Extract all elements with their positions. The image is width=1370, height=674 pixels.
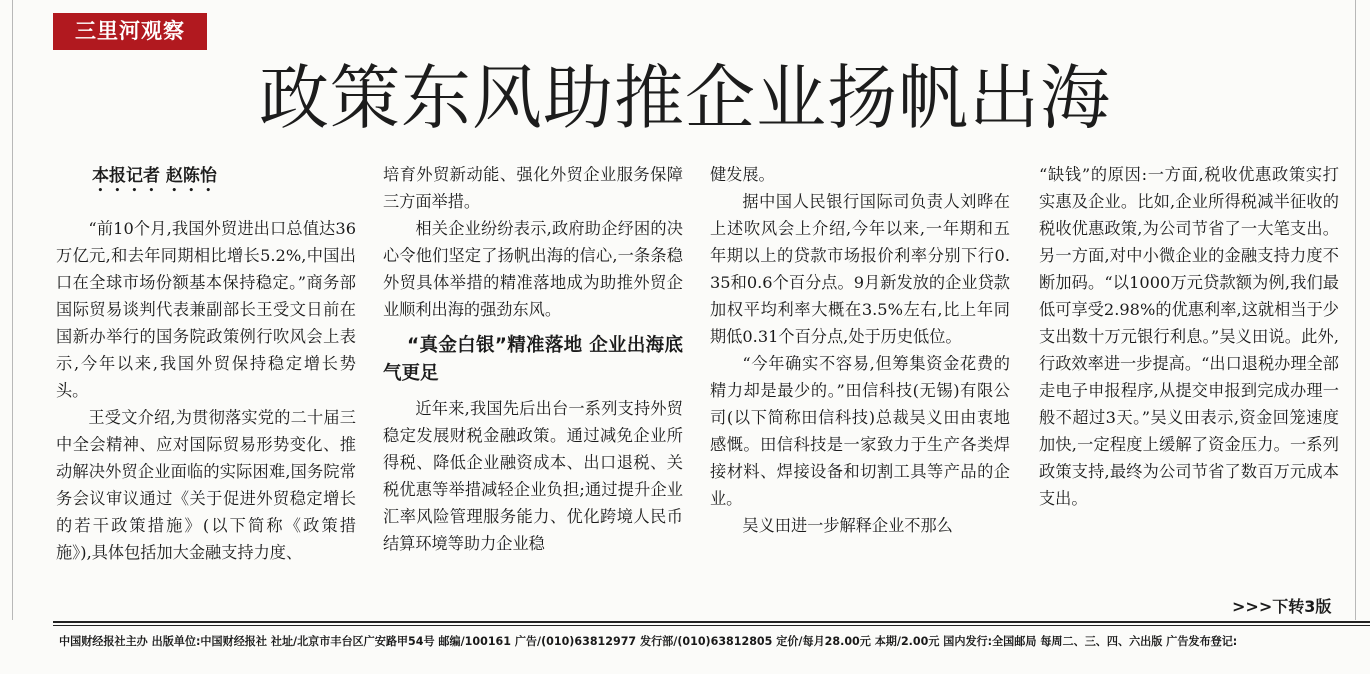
paragraph-continuation: 健发展。 xyxy=(710,165,775,184)
paragraph: 据中国人民银行国际司负责人刘晔在上述吹风会上介绍,今年以来,一年期和五年期以上的贷款市场报价利率分别下行0.35和0.6个百分点。9月新发放的企业贷款加权平均利率大概在3.5%左右,比上年同期低0.31个百分点,处于历史低位。 xyxy=(710,192,1010,346)
footer-rule-thin xyxy=(53,625,1370,626)
subheading: “真金白银”精准落地 企业出海底气更足 xyxy=(383,335,683,384)
paragraph: “前10个月,我国外贸进出口总值达36万亿元,和去年同期相比增长5.2%,中国出口在全球市场份额基本保持稳定。”商务部国际贸易谈判代表兼副部长王受文日前在国新办举行的国务院政策例行吹风会上表示,今年以来,我国外贸保持稳定增长势头。 xyxy=(56,219,356,400)
paragraph: 近年来,我国先后出台一系列支持外贸稳定发展财税金融政策。通过减免企业所得税、降低企业融资成本、出口退税、关税优惠等举措减轻企业负担;通过提升企业汇率风险管理服务能力、优化跨境人民币结算环境等助力企业稳 xyxy=(383,399,683,553)
paragraph: “今年确实不容易,但筹集资金花费的精力却是最少的。”田信科技(无锡)有限公司(以下简称田信科技)总裁吴义田由衷地感慨。田信科技是一家致力于生产各类焊接材料、焊接设备和切割工具等产品的企业。 xyxy=(710,354,1010,508)
footer-rule-thick xyxy=(53,621,1370,623)
paragraph-continuation: 培育外贸新动能、强化外贸企业服务保障三方面举措。 xyxy=(383,165,683,211)
headline: 政策东风助推企业扬帆出海 xyxy=(259,57,1111,139)
publication-info-footer: 中国财经报社主办 出版单位:中国财经报社 社址/北京市丰台区广安路甲54号 邮编/100161 广告/(010)63812977 发行部/(010)63812805 定价/每月28.00元 本期/2.00元 国内发行:全国邮局 每周二、三、四、六出版 广告发布登记: xyxy=(59,635,1238,648)
paragraph: 王受文介绍,为贯彻落实党的二十届三中全会精神、应对国际贸易形势变化、推动解决外贸企业面临的实际困难,国务院常务会议审议通过《关于促进外贸稳定增长的若干政策措施》(以下简称《政策措施》),具体包括加大金融支持力度、 xyxy=(56,408,356,562)
section-tag: 三里河观察 xyxy=(53,13,207,50)
article-column-2 xyxy=(383,161,683,621)
article-column-1 xyxy=(56,215,356,620)
continued-on-page-note: >>>下转3版 xyxy=(1232,597,1332,616)
paragraph-continuation: “缺钱”的原因:一方面,税收优惠政策实打实惠及企业。比如,企业所得税减半征收的税收优惠政策,为公司节省了一大笔支出。另一方面,对中小微企业的金融支持力度不断加码。“以1000万元贷款额为例,我们最低可享受2.98%的优惠利率,这就相当于少支出数十万元银行利息。”吴义田说。此外,行政效率进一步提高。“出口退税办理全部走电子申报程序,从提交申报到完成办理一般不超过3天。”吴义田表示,资金回笼速度加快,一定程度上缓解了资金压力。一系列政策支持,最终为公司节省了数百万元成本支出。 xyxy=(1039,165,1339,508)
byline: 本报记者 赵陈怡 xyxy=(92,166,217,186)
article-column-4 xyxy=(1039,161,1339,589)
paragraph: 吴义田进一步解释企业不那么 xyxy=(742,516,953,535)
paragraph: 相关企业纷纷表示,政府助企纾困的决心令他们坚定了扬帆出海的信心,一条条稳外贸具体举措的精准落地成为助推外贸企业顺利出海的强劲东风。 xyxy=(383,219,683,319)
article-column-3 xyxy=(710,161,1010,621)
